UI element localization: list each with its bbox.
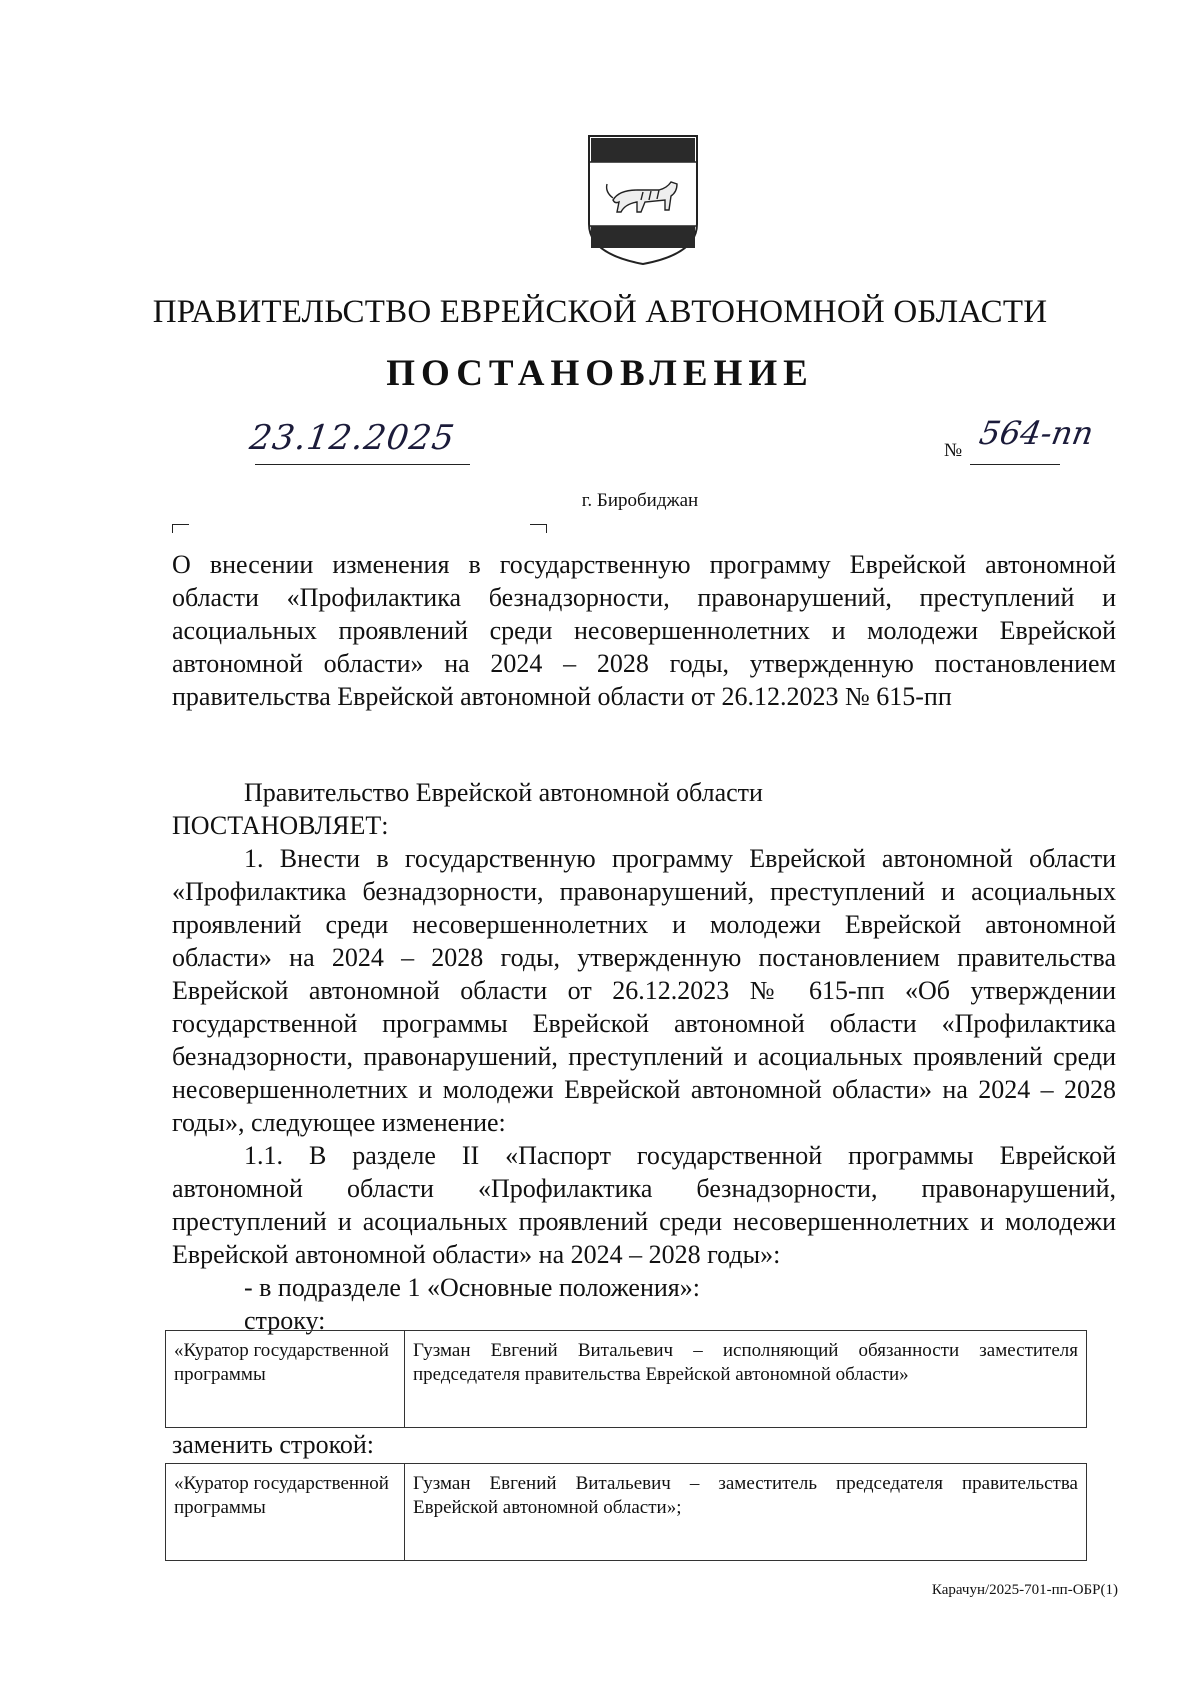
old-row-label: «Куратор государственной программы <box>166 1331 405 1427</box>
resolves-line: ПОСТАНОВЛЯЕТ: <box>172 811 389 840</box>
city-name: г. Биробиджан <box>581 490 699 511</box>
old-row-value: Гузман Евгений Витальевич – исполняющий обязанности заместителя председателя правительства Еврейской автономной области» <box>413 1340 1078 1385</box>
document-type-title: ПОСТАНОВЛЕНИЕ <box>386 353 814 394</box>
row-label: строку: <box>244 1306 326 1335</box>
intro-paragraph: Правительство Еврейской автономной области <box>244 778 763 807</box>
footer-code: Карачун/2025-701-пп-ОБР(1) <box>931 1582 1118 1598</box>
replace-label: заменить строкой: <box>172 1430 375 1459</box>
new-row-label: «Куратор государственной программы <box>166 1464 405 1560</box>
item-1-1: 1.1. В разделе II «Паспорт государственной программы Еврейской автономной области «Профилактика безнадзорности, правонарушений, преступлений и асоциальных проявлений среди несовершеннолетних и молодежи Еврейской автономной области» на 2024 – 2028 годы»: <box>172 1141 1116 1269</box>
old-row-table <box>165 1330 1087 1428</box>
subsection-line: - в подразделе 1 «Основные положения»: <box>244 1273 700 1302</box>
subject-bracket-right <box>530 524 547 533</box>
subject-bracket-left <box>172 524 189 533</box>
item-1: 1. Внести в государственную программу Еврейской автономной области «Профилактика безнадзорности, правонарушений, преступлений и асоциальных проявлений среди несовершеннолетних и молодежи Еврейской автономной области» на 2024 – 2028 годы, утвержденную постановлением правительства Еврейской автономной области от 26.12.2023 № 615-пп «Об утверждении государственной программы Еврейской автономной области «Профилактика безнадзорности, правонарушений, преступлений и асоциальных проявлений среди несовершеннолетних и молодежи Еврейской автономной области» на 2024 – 2028 годы», следующее изменение: <box>172 844 1116 1137</box>
document-body <box>172 776 1116 1337</box>
coat-of-arms-emblem <box>585 132 701 268</box>
new-row-value: Гузман Евгений Витальевич – заместитель председателя правительства Еврейской автономной области»; <box>413 1473 1078 1518</box>
government-title: ПРАВИТЕЛЬСТВО ЕВРЕЙСКОЙ АВТОНОМНОЙ ОБЛАСТИ <box>152 294 1048 330</box>
handwritten-number: 564-пп <box>976 414 1097 452</box>
number-label: № <box>944 440 963 461</box>
handwritten-date: 23.12.2025 <box>247 418 458 458</box>
new-row-table <box>165 1463 1087 1561</box>
document-subject: О внесении изменения в государственную программу Еврейской автономной области «Профилактика безнадзорности, правонарушений, преступлений и асоциальных проявлений среди несовершеннолетних и молодежи Еврейской автономной области» на 2024 – 2028 годы, утвержденную постановлением правительства Еврейской автономной области от 26.12.2023 № 615-пп <box>172 550 1116 711</box>
